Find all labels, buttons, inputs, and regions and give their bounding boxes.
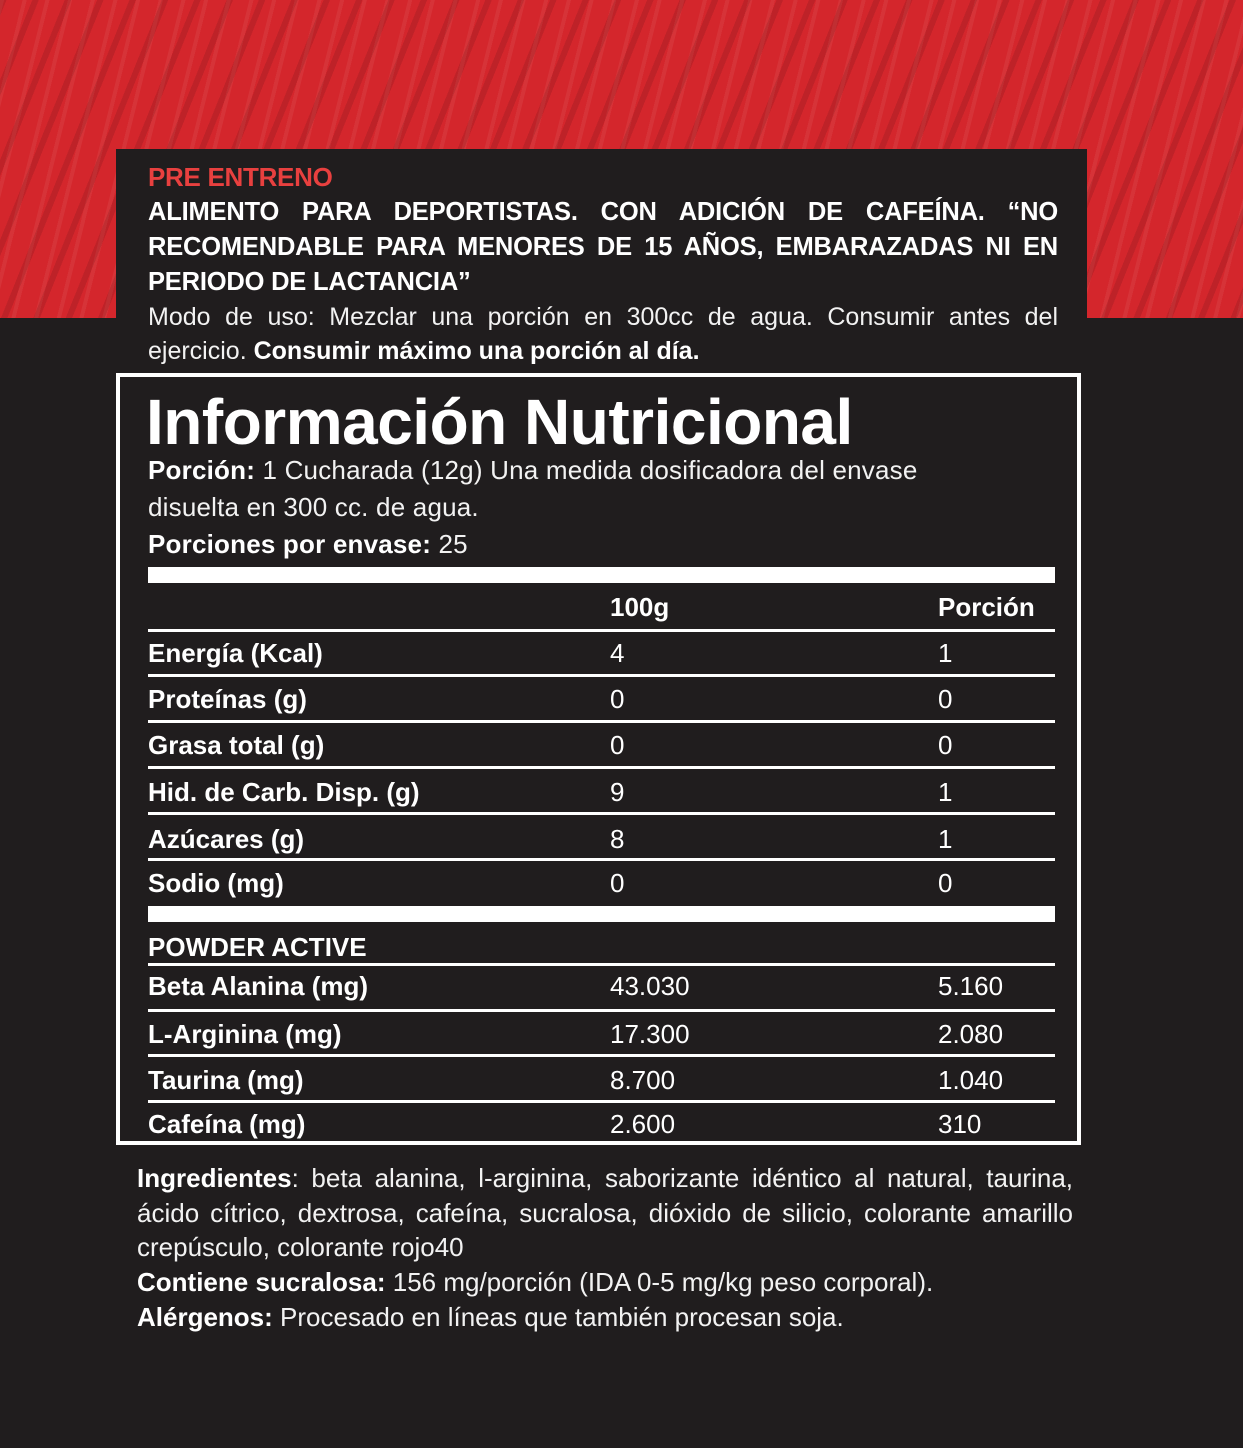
allergens-text: Procesado en líneas que también procesan soja. — [272, 1302, 844, 1332]
row-v100-taurine: 8.700 — [610, 1065, 676, 1095]
row-name-fat: Grasa total (g) — [148, 730, 325, 760]
row-vpor-carbs: 1 — [938, 777, 953, 807]
ingredients-label: Ingredientes — [137, 1163, 292, 1193]
sucralose-info — [137, 1265, 1073, 1299]
row-v100-beta-alanine: 43.030 — [610, 971, 690, 1001]
row-name-taurine: Taurina (mg) — [148, 1065, 304, 1095]
row-v100-sodium: 0 — [610, 868, 625, 898]
usage-limit: Consumir máximo una porción al día. — [253, 337, 700, 365]
row-divider — [148, 629, 1055, 632]
row-divider — [148, 1009, 1055, 1012]
row-v100-energy: 4 — [610, 638, 625, 668]
portion-info-2: disuelta en 300 cc. de agua. — [148, 492, 479, 522]
section-divider-bar — [148, 906, 1055, 922]
row-name-protein: Proteínas (g) — [148, 684, 307, 714]
servings-label: Porciones por envase: — [148, 529, 432, 559]
row-vpor-sugars: 1 — [938, 824, 953, 854]
column-header-100g: 100g — [610, 592, 670, 622]
table-top-bar — [148, 567, 1055, 583]
usage-instructions — [148, 300, 1058, 368]
row-divider — [148, 674, 1055, 677]
row-vpor-sodium: 0 — [938, 868, 953, 898]
row-vpor-l-arginine: 2.080 — [938, 1019, 1004, 1049]
allergens-info — [137, 1300, 1073, 1334]
sucralose-label: Contiene sucralosa: — [137, 1267, 386, 1297]
servings-info — [148, 526, 1058, 562]
row-name-carbs: Hid. de Carb. Disp. (g) — [148, 777, 420, 807]
row-name-l-arginine: L-Arginina (mg) — [148, 1019, 342, 1049]
column-header-portion: Porción — [938, 592, 1035, 622]
usage-text: Modo de uso: Mezclar una porción en 300cc de agua. Consumir antes del ejercicio. — [148, 303, 1058, 365]
row-vpor-energy: 1 — [938, 638, 953, 668]
row-v100-l-arginine: 17.300 — [610, 1019, 690, 1049]
row-divider — [148, 1100, 1055, 1103]
sucralose-text: 156 mg/porción (IDA 0-5 mg/kg peso corporal). — [385, 1267, 934, 1297]
active-section-label: POWDER ACTIVE — [148, 932, 367, 962]
allergens-label: Alérgenos: — [137, 1302, 273, 1332]
ingredients-list: : beta alanina, l-arginina, saborizante idéntico al natural, taurina, ácido cítrico, dextrosa, cafeína, sucralosa, dióxido de silicio, colorante amarillo crepúsculo, colorante rojo40 — [137, 1163, 1073, 1262]
row-divider — [148, 858, 1055, 861]
row-divider — [148, 720, 1055, 723]
row-divider — [148, 766, 1055, 769]
row-vpor-fat: 0 — [938, 730, 953, 760]
row-divider — [148, 812, 1055, 815]
row-v100-protein: 0 — [610, 684, 625, 714]
portion-label: Porción: — [148, 455, 256, 485]
nutrition-title: Información Nutricional — [146, 386, 853, 458]
row-v100-caffeine: 2.600 — [610, 1109, 676, 1139]
servings-value: 25 — [438, 529, 468, 559]
row-divider — [148, 963, 1055, 966]
row-vpor-caffeine: 310 — [938, 1109, 982, 1139]
row-v100-sugars: 8 — [610, 824, 625, 854]
row-v100-carbs: 9 — [610, 777, 625, 807]
portion-value: 1 Cucharada (12g) Una medida dosificadora del envase — [262, 455, 918, 485]
row-vpor-protein: 0 — [938, 684, 953, 714]
row-v100-fat: 0 — [610, 730, 625, 760]
ingredients-text — [137, 1161, 1073, 1265]
row-name-caffeine: Cafeína (mg) — [148, 1109, 306, 1139]
row-name-beta-alanine: Beta Alanina (mg) — [148, 971, 369, 1001]
row-vpor-taurine: 1.040 — [938, 1065, 1004, 1095]
row-name-sodium: Sodio (mg) — [148, 868, 284, 898]
row-name-energy: Energía (Kcal) — [148, 638, 323, 668]
product-category: PRE ENTRENO — [148, 162, 333, 192]
portion-info — [148, 452, 1058, 488]
row-vpor-beta-alanine: 5.160 — [938, 971, 1004, 1001]
warning-text: ALIMENTO PARA DEPORTISTAS. CON ADICIÓN DE CAFEÍNA. “NO RECOMENDABLE PARA MENORES DE 15 AÑOS, EMBARAZADAS NI EN PERIODO DE LACTANCIA” — [148, 198, 1058, 296]
row-name-sugars: Azúcares (g) — [148, 824, 305, 854]
row-divider — [148, 1054, 1055, 1057]
